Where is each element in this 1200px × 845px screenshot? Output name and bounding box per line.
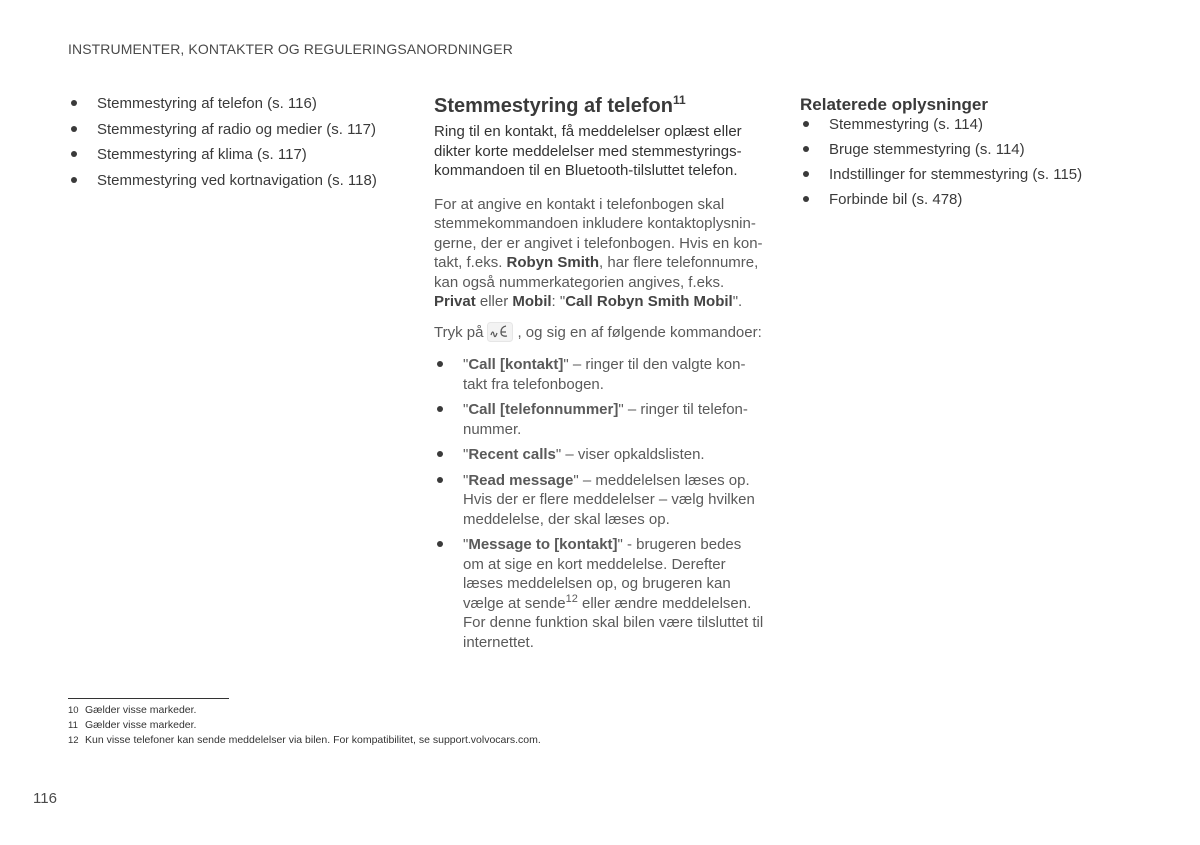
related-column (800, 94, 1130, 215)
page-header: INSTRUMENTER, KONTAKTER OG REGULERINGSANORDNINGER (68, 41, 513, 57)
related-link[interactable]: Bruge stemmestyring (s. 114) (800, 140, 1130, 160)
main-column (434, 94, 764, 658)
related-list (800, 115, 1130, 210)
command-item: "Message to [kontakt]" - brugeren bedes om at sige en kort meddelelse. Derefter læses meddelelsen op, og brugeren kan vælge at sende$^{12}$ eller ændre meddelelsen. For denne funktion skal bilen være tilsluttet til internettet. (434, 535, 764, 652)
command-item: "Read message" – meddelelsen læses op. Hvis der er flere meddelelser – vælg hvilken meddelelse, der skal læses op. (434, 471, 764, 530)
left-bullet-list (68, 94, 398, 190)
list-item: Stemmestyring ved kortnavigation (s. 118) (68, 171, 398, 191)
list-item: Stemmestyring af klima (s. 117) (68, 145, 398, 165)
list-item: Stemmestyring af telefon (s. 116) (68, 94, 398, 114)
related-title: Relaterede oplysninger (800, 95, 989, 114)
footnote-ref: 12 (565, 592, 578, 605)
footnote: 10 Gælder visse markeder. (68, 704, 197, 716)
footnotes (68, 703, 541, 748)
page-number: 116 (33, 790, 57, 807)
section-intro: Ring til en kontakt, få meddelelser oplæst eller dikter korte meddelelser med stemmestyringskommandoen til en Bluetooth-tilsluttet telefon. (434, 123, 742, 179)
command-item: "Call [telefonnummer]" – ringer til telefonnummer. (434, 400, 764, 439)
section-title: Stemmestyring af telefon$^{11}$ (434, 93, 686, 117)
related-link[interactable]: Stemmestyring (s. 114) (800, 115, 1130, 135)
command-item: "Recent calls" – viser opkaldslisten. (434, 445, 764, 465)
command-item: "Call [kontakt]" – ringer til den valgte kontakt fra telefonbogen. (434, 355, 764, 394)
title-footnote-ref: 11 (672, 93, 686, 107)
list-item: Stemmestyring af radio og medier (s. 117) (68, 120, 398, 140)
related-link[interactable]: Forbinde bil (s. 478) (800, 190, 1130, 210)
footnote-divider (68, 698, 229, 699)
voice-control-icon (487, 322, 513, 348)
footnote: 11 Gælder visse markeder. (68, 719, 197, 731)
left-column (68, 94, 398, 196)
command-list (434, 355, 764, 652)
related-link[interactable]: Indstillinger for stemmestyring (s. 115) (800, 165, 1130, 185)
contact-paragraph: For at angive en kontakt i telefonbogen skal stemmekommandoen inkludere kontaktoplysningerne, der er angivet i telefonbogen. Hvis en kontakt, f.eks. Robyn Smith, har flere telefonnumre, kan også nummerkategorien angives, f.eks. Privat eller Mobil: "Call Robyn Smith Mobil". (434, 195, 763, 310)
footnote: 12 Kun visse telefoner kan sende meddelelser via bilen. For kompatibilitet, se support.volvocars.com. (68, 734, 541, 746)
press-instruction: Tryk på , og sig en af følgende kommandoer: (434, 322, 764, 348)
